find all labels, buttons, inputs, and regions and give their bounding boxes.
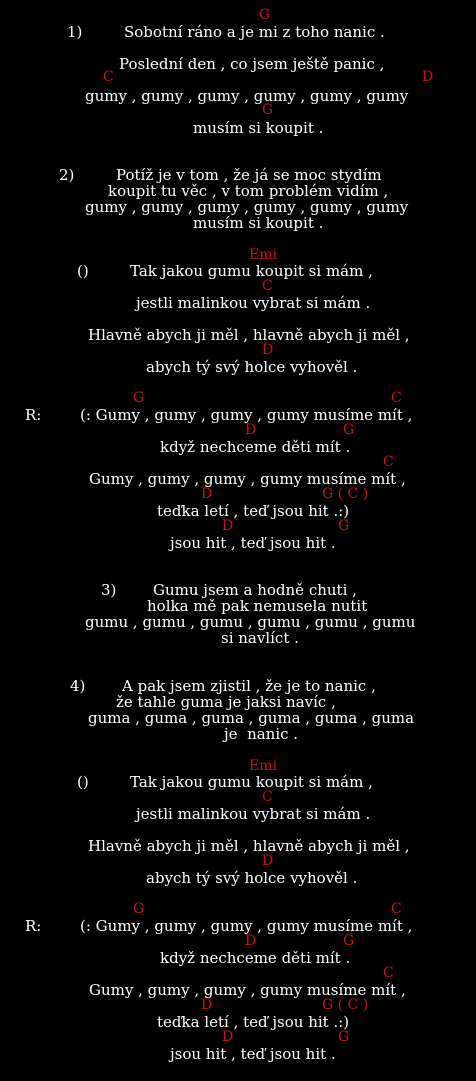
verse-number: 4) [70,677,86,695]
verse-number: 3) [101,581,117,599]
chord: C [262,278,273,294]
chord: D [201,997,213,1013]
chord: G [259,7,271,23]
lyric-line: gumu , gumu , gumu , gumu , gumu , gumu [85,613,416,631]
lyric-line: jsou hit , teď jsou hit . [170,534,336,552]
chord: D [222,1029,234,1045]
chord: Emi [249,247,277,263]
chord: D [201,486,213,502]
chord: D [245,933,257,949]
lyric-line: Tak jakou gumu koupit si mám , [130,773,373,791]
lyric-line: že tahle guma je jaksi navíc , [116,693,336,711]
chord: Emi [249,758,277,774]
lyric-line: Gumy , gumy , gumy , gumy musíme mít , [89,981,406,999]
verse-number: 2) [59,166,75,184]
lyric-line: musím si koupit . [193,119,324,137]
lyric-line: Tak jakou gumu koupit si mám , [130,262,373,280]
lyric-line: Hlavně abych ji měl , hlavně abych ji měl , [88,326,410,344]
chord: D [262,342,274,358]
lyric-line: Sobotní ráno a je mi z toho nanic . [124,23,385,41]
chord: D [245,422,257,438]
chord: D [222,518,234,534]
lyric-line: Hlavně abych ji měl , hlavně abych ji měl , [88,837,410,855]
chord: C [383,454,394,470]
chord: D [422,69,434,85]
lyric-line: Potíž je v tom , že já se moc stydím [116,166,382,184]
chord: C [383,965,394,981]
chord: G ( C ) [322,486,369,502]
chord: G [343,422,355,438]
chord: G [133,390,145,406]
lyric-line: abych tý svý holce vyhověl . [146,358,358,376]
lyric-line: jestli malinkou vybrat si mám . [136,805,371,823]
lyric-line: je nanic . [224,725,299,743]
lyric-line: guma , guma , guma , guma , guma , guma [88,709,415,727]
lyric-line: koupit tu věc , v tom problém vidím , [108,182,389,200]
lyric-line: Poslední den , co jsem ještě panic , [119,55,385,73]
lyric-line: teďka letí , teď jsou hit .:) [157,502,350,520]
lyric-line: (: Gumy , gumy , gumy , gumy musíme mít , [80,406,413,424]
lyric-line: Gumu jsem a hodně chuti , [153,581,357,599]
chord: G [343,933,355,949]
section-marker: () [77,773,89,791]
refrain-label: R: [25,406,42,424]
section-marker: () [77,262,89,280]
lyric-line: musím si koupit . [193,214,324,232]
chord: G [133,901,145,917]
lyric-line: Gumy , gumy , gumy , gumy musíme mít , [89,470,406,488]
chord: G [338,1029,350,1045]
lyric-line: když nechceme děti mít . [160,438,351,456]
chord: C [262,789,273,805]
lyric-line: teďka letí , teď jsou hit .:) [157,1013,350,1031]
chord: C [103,69,114,85]
chord: G ( C ) [322,997,369,1013]
lyric-line: gumy , gumy , gumy , gumy , gumy , gumy [85,198,409,216]
lyric-line: jestli malinkou vybrat si mám . [136,294,371,312]
chord: D [262,853,274,869]
chord: G [262,102,274,118]
chord: C [391,901,402,917]
lyric-line: holka mě pak nemusela nutit [147,597,368,615]
chord: G [338,518,350,534]
lyric-line: A pak jsem zjistil , že je to nanic , [122,677,376,695]
lyric-line: si navlíct . [221,629,299,647]
lyric-line: jsou hit , teď jsou hit . [170,1045,336,1063]
lyric-line: (: Gumy , gumy , gumy , gumy musíme mít , [80,917,413,935]
lyric-line: gumy , gumy , gumy , gumy , gumy , gumy [85,87,409,105]
verse-number: 1) [67,23,83,41]
lyric-line: když nechceme děti mít . [160,949,351,967]
lyric-line: abych tý svý holce vyhověl . [146,869,358,887]
chord: C [391,390,402,406]
refrain-label: R: [25,917,42,935]
